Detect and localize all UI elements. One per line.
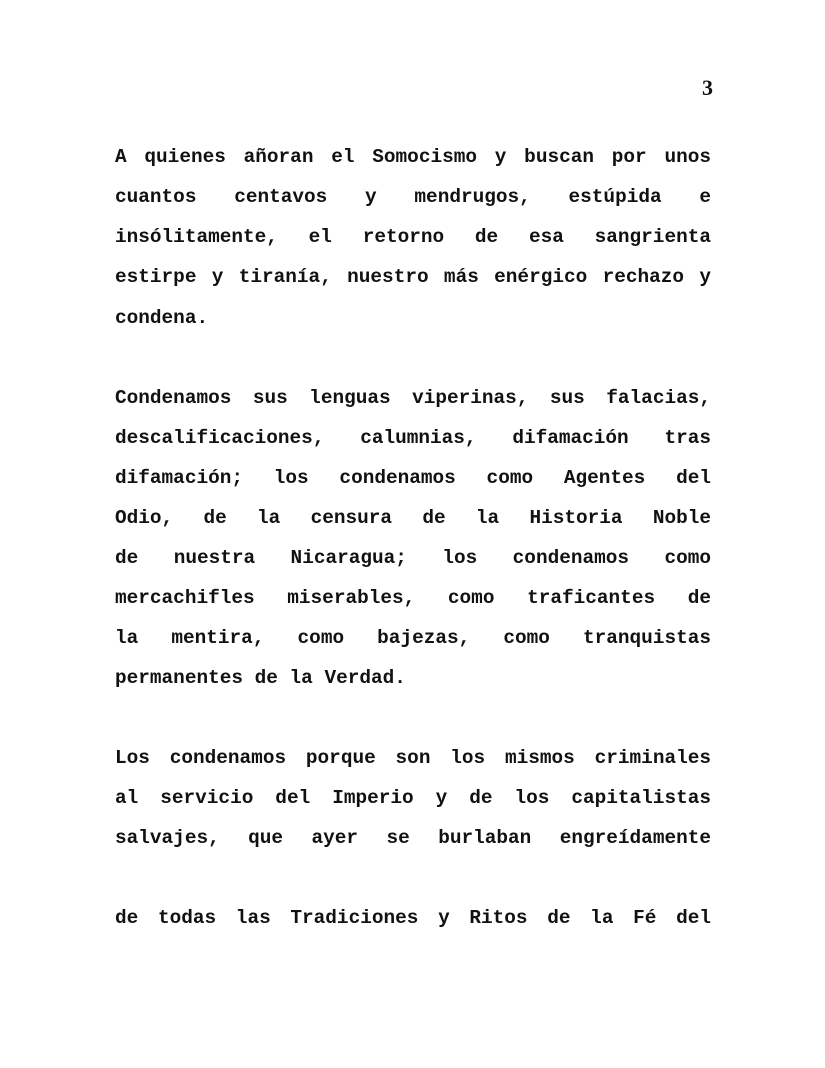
paragraph-line: Odio, de la censura de la Historia Noble [115, 507, 711, 529]
paragraph-line: al servicio del Imperio y de los capitalistas [115, 787, 711, 809]
paragraph-line: condena. [115, 307, 209, 329]
paragraph-line: Los condenamos porque son los mismos criminales [115, 747, 711, 769]
paragraph-line: de todas las Tradiciones y Ritos de la Fé del [115, 907, 711, 929]
paragraph-line: difamación; los condenamos como Agentes del [115, 467, 711, 489]
paragraph-line: la mentira, como bajezas, como tranquistas [115, 627, 711, 649]
paragraph-line: A quienes añoran el Somocismo y buscan por unos [115, 146, 711, 168]
page-number: 3 [702, 75, 713, 100]
paragraph-line: Condenamos sus lenguas viperinas, sus falacias, [115, 387, 711, 409]
paragraph-line: mercachifles miserables, como traficantes de [115, 587, 711, 609]
paragraph-line: salvajes, que ayer se burlaban engreídamente [115, 827, 711, 849]
paragraph-line: permanentes de la Verdad. [115, 667, 406, 689]
paragraph-line: insólitamente, el retorno de esa sangrienta [115, 226, 711, 248]
paragraph-line: cuantos centavos y mendrugos, estúpida e [115, 186, 711, 208]
paragraph-line: estirpe y tiranía, nuestro más enérgico rechazo y [115, 266, 711, 288]
paragraph-line: de nuestra Nicaragua; los condenamos como [115, 547, 711, 569]
paragraph-line: descalificaciones, calumnias, difamación tras [115, 427, 711, 449]
